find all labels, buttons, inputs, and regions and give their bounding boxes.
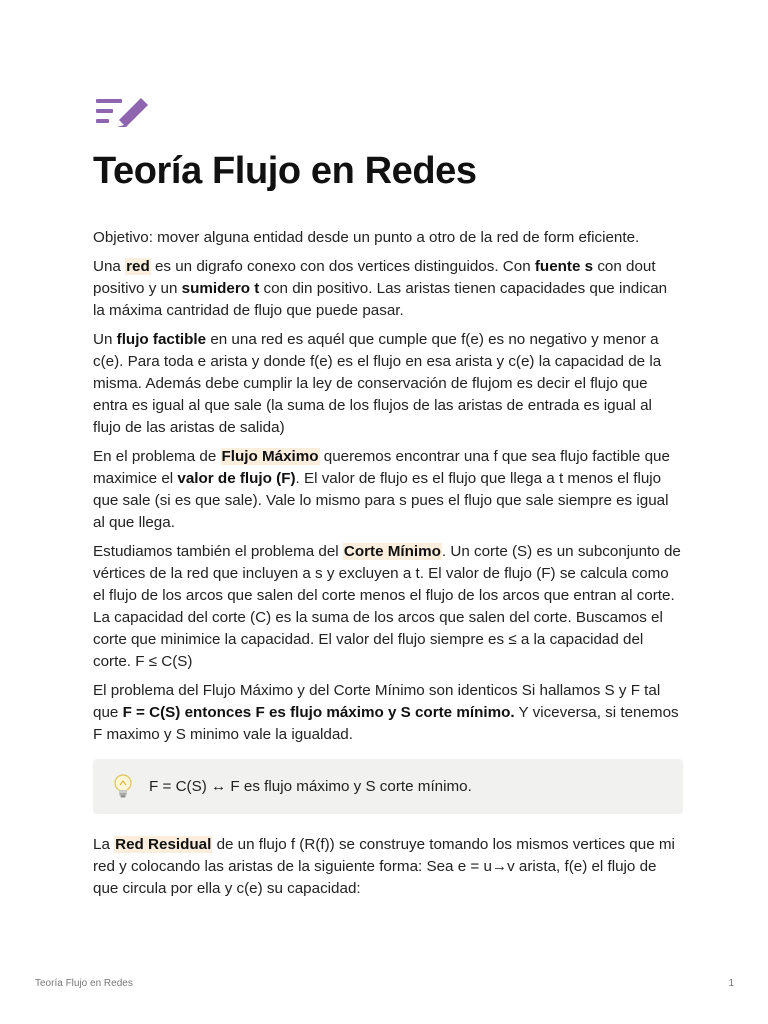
paragraph-red-residual: La Red Residual de un flujo f (R(f)) se construye tomando los mismos vertices que mi red y colocando las aristas de la siguiente forma: Sea e = u→v arista, f(e) el flujo de que circula por ella y c(e) su capacidad: [93,836,675,897]
page-number: 1 [728,978,734,989]
paragraph-objetivo: Objetivo: mover alguna entidad desde un punto a otro de la red de form eficiente. [93,229,640,246]
bold-sumidero: sumidero t [181,280,260,297]
paragraph-red: Una red es un digrafo conexo con dos vertices distinguidos. Con fuente s con dout positivo y un sumidero t con din positivo. Las aristas tienen capacidades que indican la máxima cantridad de flujo que puede pasar. [93,258,668,319]
paragraph-flujo-maximo: En el problema de Flujo Máximo queremos encontrar una f que sea flujo factible que maximice el valor de flujo (F). El valor de flujo es el flujo que llega a t menos el flujo que sale (si es que sale). Vale lo mismo para s pues el flujo que sale siempre es igual al que llega. [93,448,670,531]
callout-text: F = C(S) ↔ F es flujo máximo y S corte mínimo. [149,778,472,795]
document-body [93,227,683,907]
bold-flujo-factible: flujo factible [116,331,207,348]
paragraph-flujo-factible: Un flujo factible en una red es aquél que cumple que f(e) es no negativo y menor a c(e). Para toda e arista y donde f(e) es el flujo en esa arista y c(e) la capacidad de la misma. Además debe cumplir la ley de conservación de flujom es decir el flujo que entra es igual al que sale (la suma de los flujos de las aristas de entrada es igual al flujo de las aristas de salida) [93,331,662,436]
bold-fuente: fuente s [534,258,594,275]
highlight-red-residual: Red Residual [115,836,212,853]
lightbulb-icon [111,773,135,801]
highlight-red: red [126,258,150,275]
bold-valor-flujo: valor de flujo (F) [177,470,296,487]
paragraph-equivalencia: El problema del Flujo Máximo y del Corte Mínimo son identicos Si hallamos S y F tal que F = C(S) entonces F es flujo máximo y S corte mínimo. Y viceversa, si tenemos F maximo y S minimo vale la igualdad. [93,682,679,743]
bold-equivalencia: F = C(S) entonces F es flujo máximo y S corte mínimo. [122,704,515,721]
note-pencil-icon [95,96,151,132]
highlight-corte-minimo: Corte Mínimo [343,543,441,560]
highlight-flujo-maximo: Flujo Máximo [221,448,319,465]
footer-title: Teoría Flujo en Redes [35,978,133,989]
page-title: Teoría Flujo en Redes [93,150,477,192]
callout [93,759,683,814]
paragraph-corte-minimo: Estudiamos también el problema del Corte Mínimo. Un corte (S) es un subconjunto de vértices de la red que incluyen a s y excluyen a t. El valor de flujo (F) se calcula como el flujo de los arcos que salen del corte menos el flujo de los arcos que entran al corte. La capacidad del corte (C) es la suma de los arcos que salen del corte. Buscamos el corte que minimice la capacidad. El valor del flujo siempre es ≤ a la capacidad del corte. F ≤ C(S) [93,543,681,670]
